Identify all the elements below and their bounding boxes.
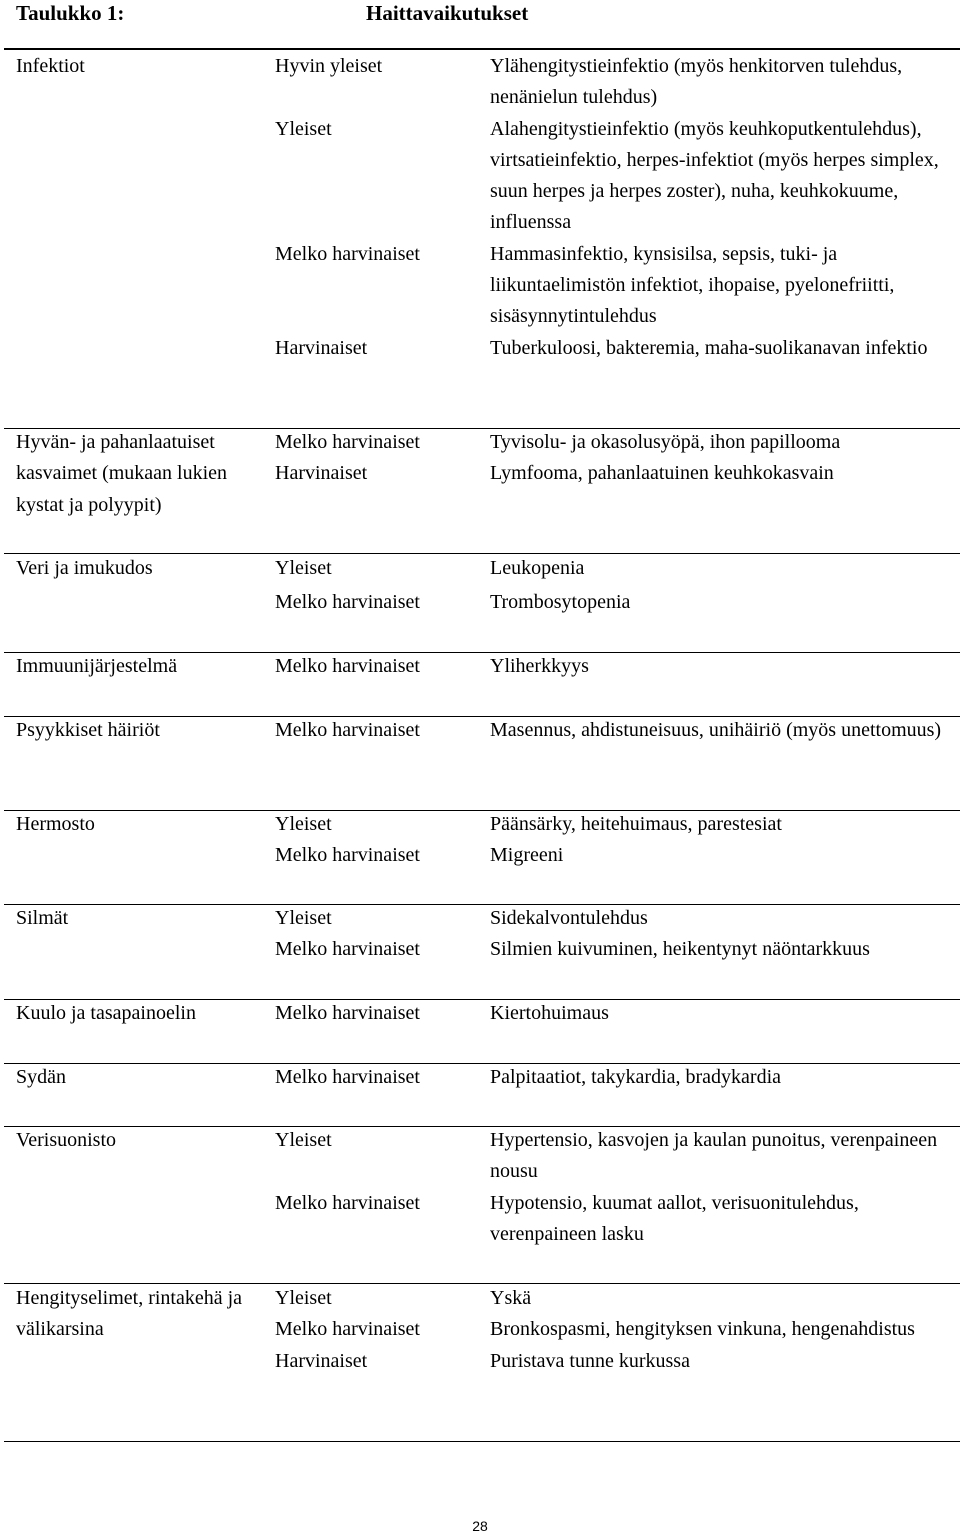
frequency-entries <box>0 651 960 682</box>
table-row <box>0 114 960 239</box>
frequency-label: Yleiset <box>275 907 332 929</box>
adverse-effects: Yliherkkyys <box>490 655 589 677</box>
table-row <box>0 1346 960 1377</box>
frequency-label: Yleiset <box>275 117 332 140</box>
table-row <box>0 458 960 489</box>
page-number: 28 <box>472 1518 488 1534</box>
frequency-label: Harvinaiset <box>275 1349 368 1372</box>
adverse-effects: Puristava tunne kurkussa <box>490 1349 690 1372</box>
table-row <box>0 998 960 1029</box>
frequency-label: Melko harvinaiset <box>275 242 420 265</box>
organ-class: Hengityselimet, rintakehä ja välikarsina <box>16 1287 243 1341</box>
adverse-effects: Alahengitystieinfektio (myös keuhkoputkentulehdus), virtsatieinfektio, herpes-infektiot (myös herpes simplex, suun herpes ja herpes zoster), nuha, keuhkokuume, influenssa <box>490 117 939 234</box>
frequency-label: Yleiset <box>275 813 332 835</box>
frequency-entries <box>0 51 960 364</box>
table-row <box>0 1188 960 1251</box>
adverse-effects: Kiertohuimaus <box>490 1002 609 1024</box>
frequency-entries <box>0 1062 960 1093</box>
table-row <box>0 840 960 871</box>
frequency-label: Hyvin yleiset <box>275 55 383 77</box>
adverse-effects: Masennus, ahdistuneisuus, unihäiriö (myös unettomuus) <box>490 719 942 741</box>
organ-class: Psyykkiset häiriöt <box>16 719 160 741</box>
adverse-effects: Yskä <box>490 1287 532 1309</box>
frequency-label: Melko harvinaiset <box>275 1318 420 1341</box>
frequency-label: Melko harvinaiset <box>275 1002 420 1024</box>
table-row <box>0 934 960 965</box>
frequency-label: Melko harvinaiset <box>275 1191 420 1214</box>
adverse-effects: Hypertensio, kasvojen ja kaulan punoitus, verenpaineen nousu <box>490 1129 938 1183</box>
adverse-effects: Ylähengitystieinfektio (myös henkitorven tulehdus, nenänielun tulehdus) <box>490 55 903 109</box>
organ-class: Silmät <box>16 907 69 929</box>
frequency-label: Melko harvinaiset <box>275 844 420 867</box>
table-row <box>0 239 960 333</box>
adverse-effects: Hypotensio, kuumat aallot, verisuonitulehdus, verenpaineen lasku <box>490 1191 859 1245</box>
adverse-effects: Lymfooma, pahanlaatuinen keuhkokasvain <box>490 462 834 485</box>
table-caption <box>0 0 960 28</box>
frequency-entries <box>0 553 960 619</box>
frequency-entries <box>0 903 960 966</box>
frequency-label: Yleiset <box>275 1287 332 1309</box>
table-row <box>0 333 960 364</box>
table-row <box>0 809 960 840</box>
table-row <box>0 587 960 618</box>
table-row <box>0 903 960 934</box>
table-bottom-rule <box>4 1441 960 1442</box>
frequency-entries <box>0 998 960 1029</box>
frequency-label: Melko harvinaiset <box>275 1066 420 1088</box>
table-row <box>0 1283 960 1314</box>
organ-class: Hyvän- ja pahanlaatuiset kasvaimet (mukaan lukien kystat ja polyypit) <box>16 431 228 516</box>
frequency-entries <box>0 1125 960 1250</box>
table-row <box>0 51 960 114</box>
frequency-label: Melko harvinaiset <box>275 938 420 961</box>
table-row <box>0 715 960 746</box>
adverse-effects: Migreeni <box>490 844 564 867</box>
frequency-label: Yleiset <box>275 1129 332 1151</box>
frequency-label: Harvinaiset <box>275 462 368 485</box>
organ-class: Sydän <box>16 1066 66 1088</box>
header-rule <box>4 48 960 50</box>
organ-class: Hermosto <box>16 813 95 835</box>
frequency-entries <box>0 427 960 490</box>
adverse-effects: Silmien kuivuminen, heikentynyt näöntarkkuus <box>490 938 870 961</box>
table-row <box>0 553 960 584</box>
adverse-effects: Palpitaatiot, takykardia, bradykardia <box>490 1066 782 1088</box>
organ-class: Veri ja imukudos <box>16 557 153 579</box>
adverse-effects: Hammasinfektio, kynsisilsa, sepsis, tuki- ja liikuntaelimistön infektiot, ihopaise, pyelonefriitti, sisäsynnytintulehdus <box>490 242 895 328</box>
organ-class: Immuunijärjestelmä <box>16 655 178 677</box>
adverse-effects: Bronkospasmi, hengityksen vinkuna, hengenahdistus <box>490 1318 915 1341</box>
frequency-entries <box>0 1283 960 1377</box>
organ-class: Verisuonisto <box>16 1129 116 1151</box>
frequency-label: Melko harvinaiset <box>275 655 420 677</box>
table-row <box>0 651 960 682</box>
frequency-label: Melko harvinaiset <box>275 719 420 741</box>
adverse-effects: Trombosytopenia <box>490 591 631 614</box>
adverse-effects: Tyvisolu- ja okasolusyöpä, ihon papillooma <box>490 431 841 453</box>
adverse-effects: Päänsärky, heitehuimaus, parestesiat <box>490 813 782 835</box>
frequency-label: Melko harvinaiset <box>275 431 420 453</box>
table-row <box>0 427 960 458</box>
table-row <box>0 1314 960 1345</box>
frequency-label: Harvinaiset <box>275 336 368 359</box>
organ-class: Kuulo ja tasapainoelin <box>16 1002 196 1024</box>
adverse-effects: Leukopenia <box>490 557 585 579</box>
table-title: Haittavaikutukset <box>366 1 529 25</box>
frequency-entries <box>0 809 960 872</box>
table-label: Taulukko 1: <box>16 1 125 25</box>
table-row <box>0 1062 960 1093</box>
frequency-label: Melko harvinaiset <box>275 591 420 614</box>
adverse-effects: Sidekalvontulehdus <box>490 907 648 929</box>
adverse-effects: Tuberkuloosi, bakteremia, maha-suolikanavan infektio <box>490 336 928 359</box>
frequency-label: Yleiset <box>275 557 332 579</box>
table-row <box>0 1125 960 1188</box>
organ-class: Infektiot <box>16 55 85 77</box>
frequency-entries <box>0 715 960 746</box>
